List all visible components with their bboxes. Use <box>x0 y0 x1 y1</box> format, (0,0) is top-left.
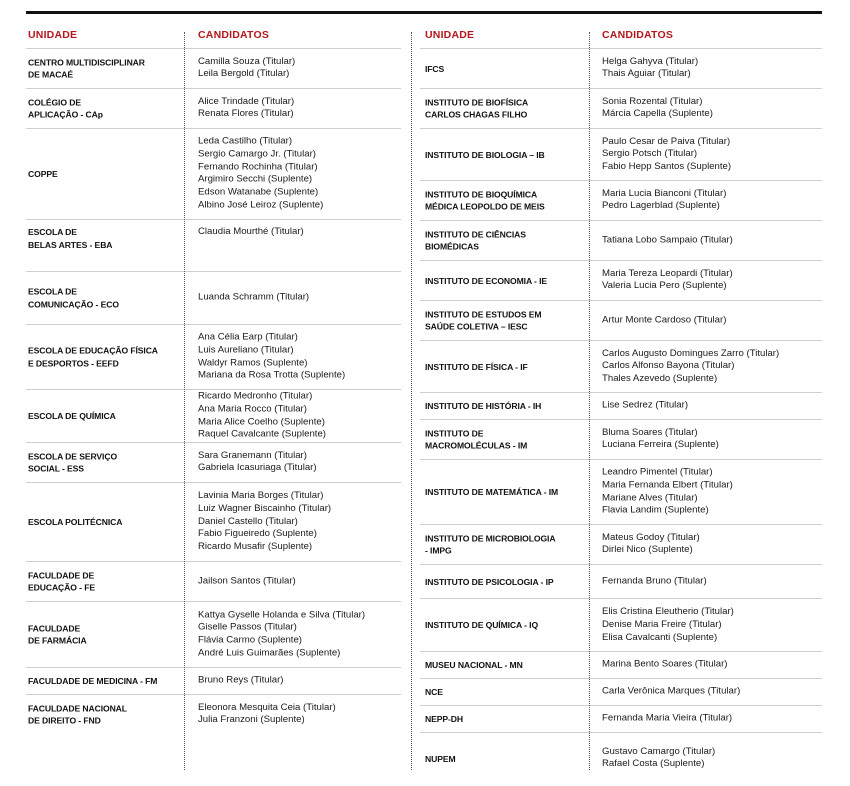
unit-column-header: UNIDADE <box>425 29 475 41</box>
candidate-name: Gustavo Camargo (Titular) <box>602 745 716 757</box>
table-row <box>420 301 822 341</box>
unit-name-line: MACROMOLÉCULAS - IM <box>425 440 528 451</box>
unit-name <box>28 56 190 81</box>
unit-name-line: INSTITUTO DE FÍSICA - IF <box>425 361 528 372</box>
unit-name-line: ESCOLA POLITÉCNICA <box>28 516 123 527</box>
unit-name-line: DE FARMÁCIA <box>28 635 87 646</box>
unit-name <box>28 410 190 423</box>
candidate-name: Gabriela Icasuriaga (Titular) <box>198 462 317 474</box>
candidate-name: Luciana Ferreira (Suplente) <box>602 439 719 451</box>
candidate-name: Pedro Lagerblad (Suplente) <box>602 200 720 212</box>
unit-name <box>425 400 593 413</box>
table-row <box>420 393 822 420</box>
candidate-name: Denise Maria Freire (Titular) <box>602 618 722 630</box>
table-row <box>26 390 401 443</box>
table-row <box>26 220 401 272</box>
candidate-list <box>198 702 336 728</box>
candidate-list <box>198 226 304 239</box>
candidate-list <box>602 314 726 327</box>
unit-name <box>28 226 190 251</box>
candidate-name: Flavia Landim (Suplente) <box>602 504 709 516</box>
candidate-list <box>198 490 331 554</box>
unit-name-line: ESCOLA DE QUÍMICA <box>28 410 116 421</box>
unit-name-line: BIOMÉDICAS <box>425 241 479 252</box>
candidate-name: Sergio Camargo Jr. (Titular) <box>198 148 317 160</box>
unit-name-line: FACULDADE NACIONAL <box>28 703 127 713</box>
candidate-name: Tatiana Lobo Sampaio (Titular) <box>602 234 733 246</box>
candidate-name: Maria Alice Coelho (Suplente) <box>198 416 325 427</box>
table-row <box>420 129 822 181</box>
table-row <box>26 562 401 602</box>
table-row <box>26 89 401 129</box>
candidate-name: Alice Trindade (Titular) <box>198 95 295 107</box>
candidate-list <box>198 609 365 660</box>
unit-name <box>425 752 593 765</box>
table-row <box>420 706 822 733</box>
candidate-name: Carla Verônica Marques (Titular) <box>602 685 741 697</box>
candidate-list <box>602 427 719 453</box>
unit-name-line: INSTITUTO DE <box>425 428 484 438</box>
candidate-name: Ricardo Medronho (Titular) <box>198 390 313 402</box>
unit-name <box>425 532 593 557</box>
candidate-list <box>198 675 283 688</box>
candidate-name: Maria Fernanda Elbert (Titular) <box>602 479 733 491</box>
unit-name-line: COPPE <box>28 168 58 179</box>
table-row <box>420 420 822 460</box>
table-row <box>420 49 822 89</box>
candidate-name: Bruno Reys (Titular) <box>198 674 284 686</box>
unit-name <box>425 575 593 588</box>
unit-name-line: DE MACAÉ <box>28 69 74 80</box>
candidate-name: Raquel Cavalcante (Suplente) <box>198 428 326 440</box>
candidate-list <box>602 135 731 173</box>
table-row <box>26 49 401 89</box>
candidate-name: Elisa Cavalcanti (Suplente) <box>602 631 718 643</box>
candidate-name: Ana Célia Earp (Titular) <box>198 331 298 343</box>
unit-name-line: ESCOLA DE <box>28 286 77 297</box>
unit-name-line: FACULDADE <box>28 623 81 633</box>
table-row <box>26 483 401 562</box>
candidate-name: Sergio Potsch (Titular) <box>602 148 698 160</box>
candidate-list <box>198 96 294 122</box>
candidate-list <box>602 268 733 294</box>
unit-name-line: E DESPORTOS - EEFD <box>28 358 119 368</box>
right-column-divider <box>589 32 590 770</box>
unit-name-line: MUSEU NACIONAL - MN <box>425 659 523 670</box>
candidate-list <box>198 292 309 305</box>
candidate-name: Ana Maria Rocco (Titular) <box>198 403 307 415</box>
candidate-name: Flávia Carmo (Suplente) <box>198 634 302 646</box>
candidate-name: Luis Aureliano (Titular) <box>198 344 294 356</box>
candidate-list <box>198 390 326 441</box>
unit-name-line: DE DIREITO - FND <box>28 715 101 726</box>
unit-name-line: MÉDICA LEOPOLDO DE MEIS <box>425 201 545 212</box>
unit-name-line: CENTRO MULTIDISCIPLINAR <box>28 57 145 67</box>
unit-name <box>28 569 190 594</box>
candidate-name: Camilla Souza (Titular) <box>198 55 296 67</box>
candidate-name: Luanda Schramm (Titular) <box>198 291 310 303</box>
table-row <box>26 325 401 390</box>
candidate-name: Ricardo Musafir (Suplente) <box>198 541 313 553</box>
candidate-list <box>602 606 734 644</box>
unit-name-line: INSTITUTO DE BIOFÍSICA <box>425 97 529 107</box>
unit-name-line: INSTITUTO DE BIOQUÍMICA <box>425 189 538 199</box>
candidate-name: Paulo Cesar de Paiva (Titular) <box>602 135 731 147</box>
candidate-name: Kattya Gyselle Holanda e Silva (Titular) <box>198 608 366 620</box>
candidate-name: Lise Sedrez (Titular) <box>602 399 689 411</box>
left-table-header <box>26 14 401 49</box>
candidate-name: Argimiro Secchi (Suplente) <box>198 174 313 185</box>
unit-name-line: NEPP-DH <box>425 713 463 724</box>
right-table-header <box>420 14 822 49</box>
unit-name-line: NCE <box>425 686 443 697</box>
unit-name-line: INSTITUTO DE CIÊNCIAS <box>425 229 526 239</box>
candidate-list <box>602 686 740 699</box>
unit-name <box>425 188 593 213</box>
table-row <box>420 89 822 129</box>
unit-name <box>425 96 593 121</box>
candidate-list <box>602 56 698 82</box>
candidate-name: Luiz Wagner Biscainho (Titular) <box>198 502 332 514</box>
candidate-name: Thais Aguiar (Titular) <box>602 68 691 80</box>
unit-name <box>425 274 593 287</box>
unit-name-line: - IMPG <box>425 545 452 556</box>
candidate-name: Artur Monte Cardoso (Titular) <box>602 314 727 326</box>
unit-name-line: INSTITUTO DE HISTÓRIA - IH <box>425 400 542 411</box>
table-row <box>420 181 822 221</box>
unit-name <box>425 228 593 253</box>
candidate-name: Giselle Passos (Titular) <box>198 621 297 633</box>
unit-name-line: FACULDADE DE MEDICINA - FM <box>28 675 158 686</box>
candidate-name: Bluma Soares (Titular) <box>602 426 698 438</box>
unit-name-line: COLÉGIO DE <box>28 97 81 107</box>
candidate-name: Lavinia Maria Borges (Titular) <box>198 490 324 502</box>
table-row <box>420 565 822 599</box>
unit-name-line: EDUCAÇÃO - FE <box>28 582 95 593</box>
candidates-column-header: CANDIDATOS <box>198 29 270 41</box>
candidate-name: Valeria Lucia Pero (Suplente) <box>602 280 727 292</box>
unit-name <box>425 308 593 333</box>
candidate-name: Jailson Santos (Titular) <box>198 575 296 587</box>
unit-name <box>28 516 190 529</box>
candidate-name: Rafael Costa (Suplente) <box>602 758 705 770</box>
unit-column-header: UNIDADE <box>28 29 78 41</box>
candidate-list <box>602 400 688 413</box>
unit-name <box>425 62 593 75</box>
candidate-name: Maria Lucia Bianconi (Titular) <box>602 187 727 199</box>
left-table <box>26 14 401 734</box>
candidate-list <box>602 659 727 672</box>
table-row <box>420 525 822 565</box>
unit-name-line: INSTITUTO DE PSICOLOGIA - IP <box>425 576 554 587</box>
candidate-name: Thales Azevedo (Suplente) <box>602 372 718 384</box>
unit-name-line: BELAS ARTES - EBA <box>28 239 113 250</box>
table-row <box>26 695 401 734</box>
candidate-name: Fernanda Bruno (Titular) <box>602 575 707 587</box>
unit-name-line: SAÚDE COLETIVA – IESC <box>425 321 528 332</box>
candidate-name: Fernando Rochinha (Titular) <box>198 161 318 173</box>
candidate-list <box>602 713 732 726</box>
unit-name <box>425 486 593 499</box>
candidate-name: Julia Franzoni (Suplente) <box>198 714 305 726</box>
candidate-list <box>198 331 345 382</box>
table-row <box>26 272 401 325</box>
candidate-name: Claudia Mourthé (Titular) <box>198 226 304 237</box>
unit-name <box>28 622 190 647</box>
unit-name-line: ESCOLA DE EDUCAÇÃO FÍSICA <box>28 345 158 356</box>
candidate-list <box>602 575 707 588</box>
unit-name-line: IFCS <box>425 63 445 74</box>
candidate-list <box>602 532 700 558</box>
unit-name-line: INSTITUTO DE QUÍMICA - IQ <box>425 619 539 630</box>
candidate-list <box>602 347 779 385</box>
table-row <box>26 443 401 483</box>
candidate-list <box>198 56 295 82</box>
unit-name <box>425 148 593 161</box>
unit-name <box>425 659 593 672</box>
unit-name-line: NUPEM <box>425 753 456 764</box>
unit-name <box>28 702 190 727</box>
candidate-name: André Luis Guimarães (Suplente) <box>198 647 341 659</box>
unit-name-line: ESCOLA DE <box>28 227 77 237</box>
candidate-list <box>198 136 323 213</box>
candidate-list <box>602 466 733 517</box>
table-row <box>26 602 401 668</box>
unit-name <box>425 427 593 452</box>
left-column-divider <box>184 32 185 770</box>
candidate-name: Helga Gahyva (Titular) <box>602 55 699 67</box>
unit-name <box>28 675 190 688</box>
unit-name <box>28 345 190 370</box>
candidate-name: Carlos Alfonso Bayona (Titular) <box>602 360 735 372</box>
unit-name <box>425 713 593 726</box>
candidates-column-header: CANDIDATOS <box>602 29 674 41</box>
candidate-name: Mariana da Rosa Trotta (Suplente) <box>198 369 346 381</box>
candidate-name: Daniel Castello (Titular) <box>198 515 298 527</box>
candidate-list <box>602 746 715 772</box>
table-row <box>26 129 401 220</box>
unit-name <box>28 96 190 121</box>
unit-name <box>28 450 190 475</box>
candidate-name: Fernanda Maria Vieira (Titular) <box>602 712 733 724</box>
candidate-name: Leandro Pimentel (Titular) <box>602 466 713 478</box>
unit-name <box>425 619 593 632</box>
candidate-list <box>602 96 713 122</box>
unit-name-line: COMUNICAÇÃO - ECO <box>28 299 119 309</box>
table-row <box>420 733 822 784</box>
table-row <box>26 668 401 695</box>
candidate-name: Leda Castilho (Titular) <box>198 135 293 147</box>
table-row <box>420 221 822 261</box>
candidate-name: Waldyr Ramos (Suplente) <box>198 357 308 368</box>
unit-name-line: INSTITUTO DE ECONOMIA - IE <box>425 275 548 286</box>
candidate-name: Mariane Alves (Titular) <box>602 492 698 503</box>
center-divider <box>411 32 412 770</box>
unit-name <box>425 686 593 699</box>
table-row <box>420 679 822 706</box>
unit-name-line: INSTITUTO DE BIOLOGIA – IB <box>425 149 545 160</box>
unit-name-line: CARLOS CHAGAS FILHO <box>425 109 528 120</box>
candidate-name: Sonia Rozental (Titular) <box>602 95 703 107</box>
right-table <box>420 14 822 784</box>
candidate-name: Márcia Capella (Suplente) <box>602 108 713 120</box>
candidate-name: Maria Tereza Leopardi (Titular) <box>602 267 733 279</box>
unit-name <box>28 286 190 311</box>
candidate-name: Albino José Leiroz (Suplente) <box>198 199 324 211</box>
candidate-name: Sara Granemann (Titular) <box>198 449 307 461</box>
candidate-name: Dirlei Nico (Suplente) <box>602 544 693 556</box>
unit-name-line: ESCOLA DE SERVIÇO <box>28 451 118 461</box>
candidate-list <box>602 188 726 214</box>
candidate-name: Renata Flores (Titular) <box>198 108 294 120</box>
table-row <box>420 599 822 652</box>
candidate-name: Mateus Godoy (Titular) <box>602 531 700 543</box>
candidate-name: Elis Cristina Eleutherio (Titular) <box>602 605 734 617</box>
unit-name-line: APLICAÇÃO - CAp <box>28 109 103 120</box>
unit-name <box>425 360 593 373</box>
unit-name-line: INSTITUTO DE ESTUDOS EM <box>425 309 542 319</box>
table-row <box>420 341 822 393</box>
unit-name-line: SOCIAL - ESS <box>28 463 84 474</box>
candidate-list <box>198 575 296 588</box>
candidate-name: Carlos Augusto Domingues Zarro (Titular) <box>602 347 780 359</box>
candidate-list <box>198 450 317 476</box>
candidate-list <box>602 234 733 247</box>
unit-name-line: INSTITUTO DE MATEMÁTICA - IM <box>425 486 559 497</box>
table-row <box>420 261 822 301</box>
table-row <box>420 652 822 679</box>
unit-name <box>28 168 190 181</box>
unit-name-line: FACULDADE DE <box>28 570 95 580</box>
unit-name-line: INSTITUTO DE MICROBIOLOGIA <box>425 533 556 543</box>
candidate-name: Leila Bergold (Titular) <box>198 68 290 80</box>
candidate-name: Marina Bento Soares (Titular) <box>602 658 728 670</box>
table-row <box>420 460 822 525</box>
candidate-name: Eleonora Mesquita Ceia (Titular) <box>198 701 336 713</box>
candidate-name: Edson Watanabe (Suplente) <box>198 186 319 198</box>
candidate-name: Fabio Hepp Santos (Suplente) <box>602 160 732 172</box>
candidate-name: Fabio Figueiredo (Suplente) <box>198 528 317 540</box>
